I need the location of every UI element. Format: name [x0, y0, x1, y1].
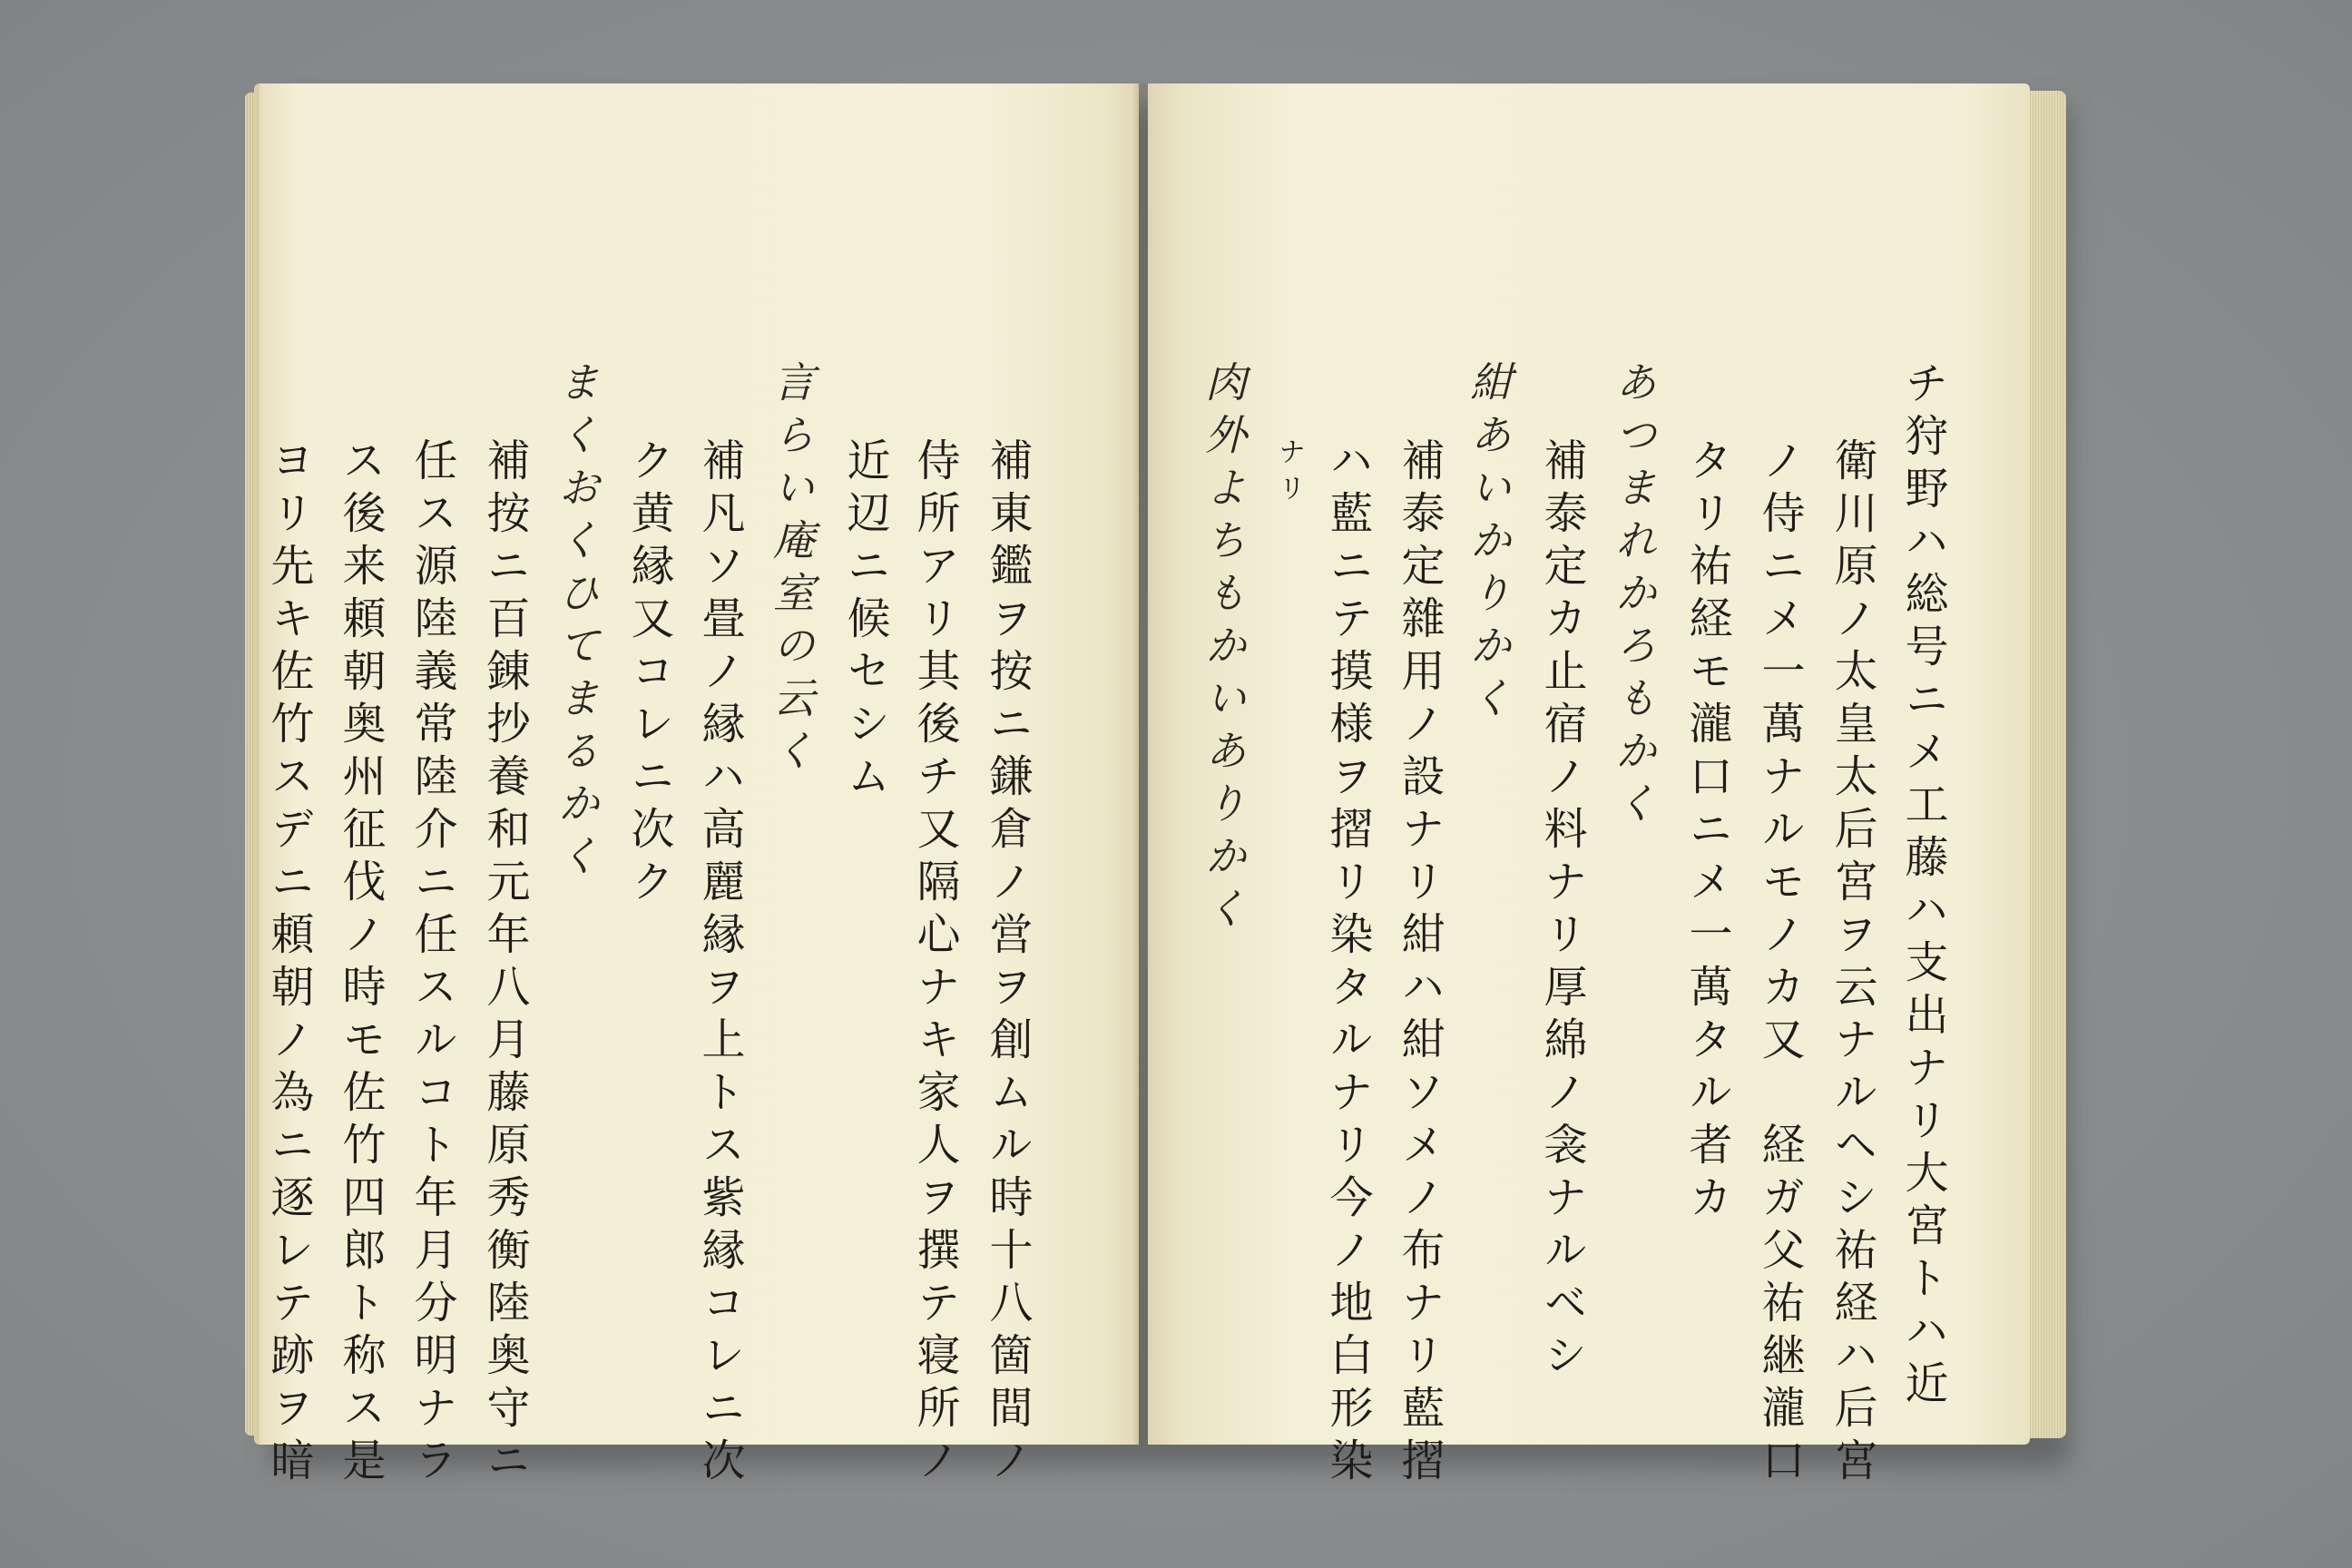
- left-col-9: 任ス源陸義常陸介ニ任スルコト年月分明ナラ: [407, 437, 457, 1490]
- left-col-6: ク黄縁又コレニ次ク: [623, 437, 674, 911]
- right-col-9: ハ藍ニテ摸様ヲ摺リ染タルナリ今ノ地白形染: [1322, 437, 1373, 1490]
- left-col-2: 侍所アリ其後チ又隔心ナキ家人ヲ撰テ寝所ノ: [909, 437, 960, 1490]
- right-col-8: 補泰定雜用ノ設ナリ紺ハ紺ソメノ布ナリ藍摺: [1394, 437, 1445, 1490]
- left-col-7: まくおくひてまるかく: [552, 360, 601, 887]
- open-book: [254, 83, 2078, 1490]
- left-col-10: ス後来頼朝奥州征伐ノ時モ佐竹四郎ト称ス是: [335, 437, 386, 1490]
- right-page: [1148, 83, 2030, 1490]
- right-col-11: 肉外よちもかいありかく: [1199, 360, 1248, 939]
- left-page: [254, 83, 1139, 1490]
- right-col-10: ナリ: [1273, 437, 1305, 510]
- right-col-4: タリ祐経モ瀧口ニメ一萬タル者カ: [1681, 437, 1732, 1227]
- left-col-11: ヨリ先キ佐竹スデニ頼朝ノ為ニ逐レテ跡ヲ暗: [263, 437, 314, 1490]
- right-col-5: あつまれかろもかく: [1609, 360, 1658, 834]
- left-col-5: 補凡ソ畳ノ縁ハ高麗縁ヲ上トス紫縁コレニ次: [694, 437, 745, 1490]
- left-col-8: 補按ニ百錬抄養和元年八月藤原秀衡陸奥守ニ: [479, 437, 530, 1490]
- left-col-3: 近辺ニ候セシム: [839, 437, 890, 806]
- right-col-2: 衛川原ノ太皇太后宮ヲ云ナルヘシ祐経ハ后宮: [1827, 437, 1877, 1490]
- right-col-3: ノ侍ニメ一萬ナルモノカ又 経ガ父祐継瀧口: [1754, 437, 1805, 1490]
- right-col-1: チ狩野ハ総号ニメ工藤ハ支出ナリ大宮トハ近: [1897, 360, 1948, 1413]
- right-col-7: 紺あいかりかく: [1464, 360, 1513, 729]
- right-col-6: 補泰定カ止宿ノ料ナリ厚綿ノ衾ナルベシ: [1536, 437, 1587, 1385]
- left-col-4: 言らい庵室の云く: [767, 360, 816, 781]
- left-col-1: 補東鑑ヲ按ニ鎌倉ノ営ヲ創ムル時十八箇間ノ: [982, 437, 1033, 1490]
- right-page-edges: [2028, 91, 2066, 1438]
